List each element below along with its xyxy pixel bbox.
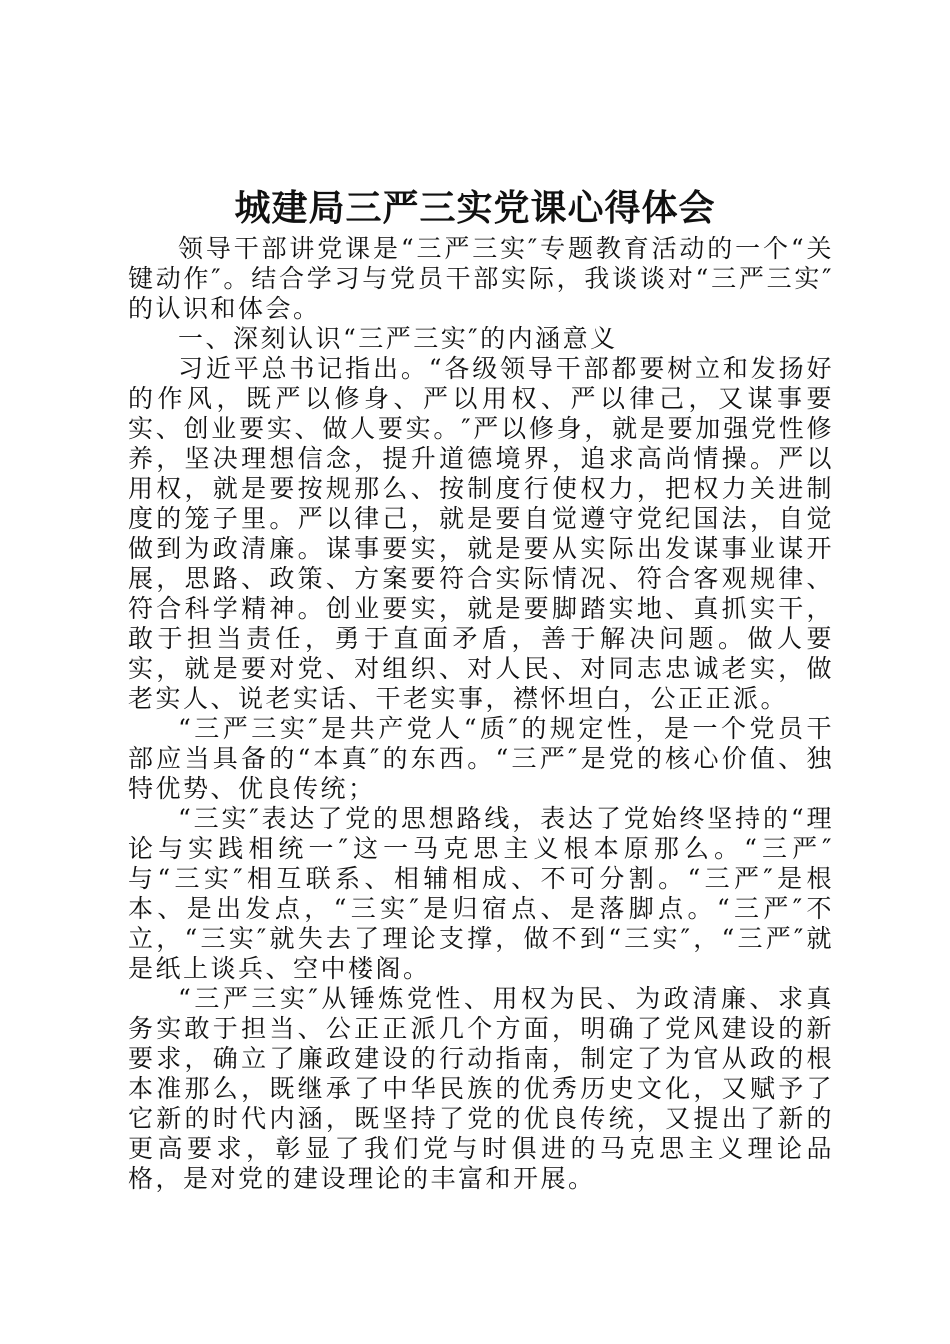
paragraph-xi-quote: 习近平总书记指出。“各级领导干部都要树立和发扬好的作风，既严以修身、严以用权、严以律己，又谋事要实、创业要实、做人要实。″严以修身，就是要加强党性修养，坚决理想信念，提升道德境界，追求高尚情操。严以用权，就是要按规那么、按制度行使权力，把权力关进制度的笼子里。严以律己，就是要自觉遵守党纪国法，自觉做到为政清廉。谋事要实，就是要从实际出发谋事业谋开展，思路、政策、方案要符合实际情况、符合客观规律、符合科学精神。创业要实，就是要脚踏实地、真抓实干，敢于担当责任，勇于直面矛盾，善于解决问题。做人要实，就是要对党、对组织、对人民、对同志忠诚老实，做老实人、说老实话、干老实事，襟怀坦白，公正正派。 — [128, 354, 834, 713]
paragraph-significance: “三严三实″从锤炼党性、用权为民、为政清廉、求真务实敢于担当、公正正派几个方面，明确了党风建设的新要求，确立了廉政建设的行动指南，制定了为官从政的根本准那么，既继承了中华民族的优秀历史文化，又赋予了它新的时代内涵，既坚持了党的优良传统，又提出了新的更高要求，彰显了我们党与时俱进的马克思主义理论品格，是对党的建设理论的丰富和开展。 — [128, 984, 834, 1193]
document-title: 城建局三严三实党课心得体会 — [234, 187, 716, 229]
paragraph-essence: “三严三实″是共产党人“质″的规定性，是一个党员干部应当具备的“本真″的东西。“三严″是党的核心价值、独特优势、优良传统； — [128, 714, 834, 803]
paragraph-san-shi: “三实″表达了党的思想路线，表达了党始终坚持的“理论与实践相统一″这一马克思主义根本原那么。“三严″与“三实″相互联系、相辅相成、不可分割。“三严″是根本、是出发点，“三实″是归宿点、是落脚点。“三严″不立，“三实″就失去了理论支撑，做不到“三实″，“三严″就是纸上谈兵、空中楼阁。 — [128, 804, 834, 983]
paragraph-intro: 领导干部讲党课是“三严三实″专题教育活动的一个“关键动作″。结合学习与党员干部实际，我谈谈对“三严三实″的认识和体会。 — [128, 234, 834, 323]
document-body — [128, 234, 834, 1194]
section-heading-1: 一、深刻认识“三严三实″的内涵意义 — [178, 324, 618, 353]
